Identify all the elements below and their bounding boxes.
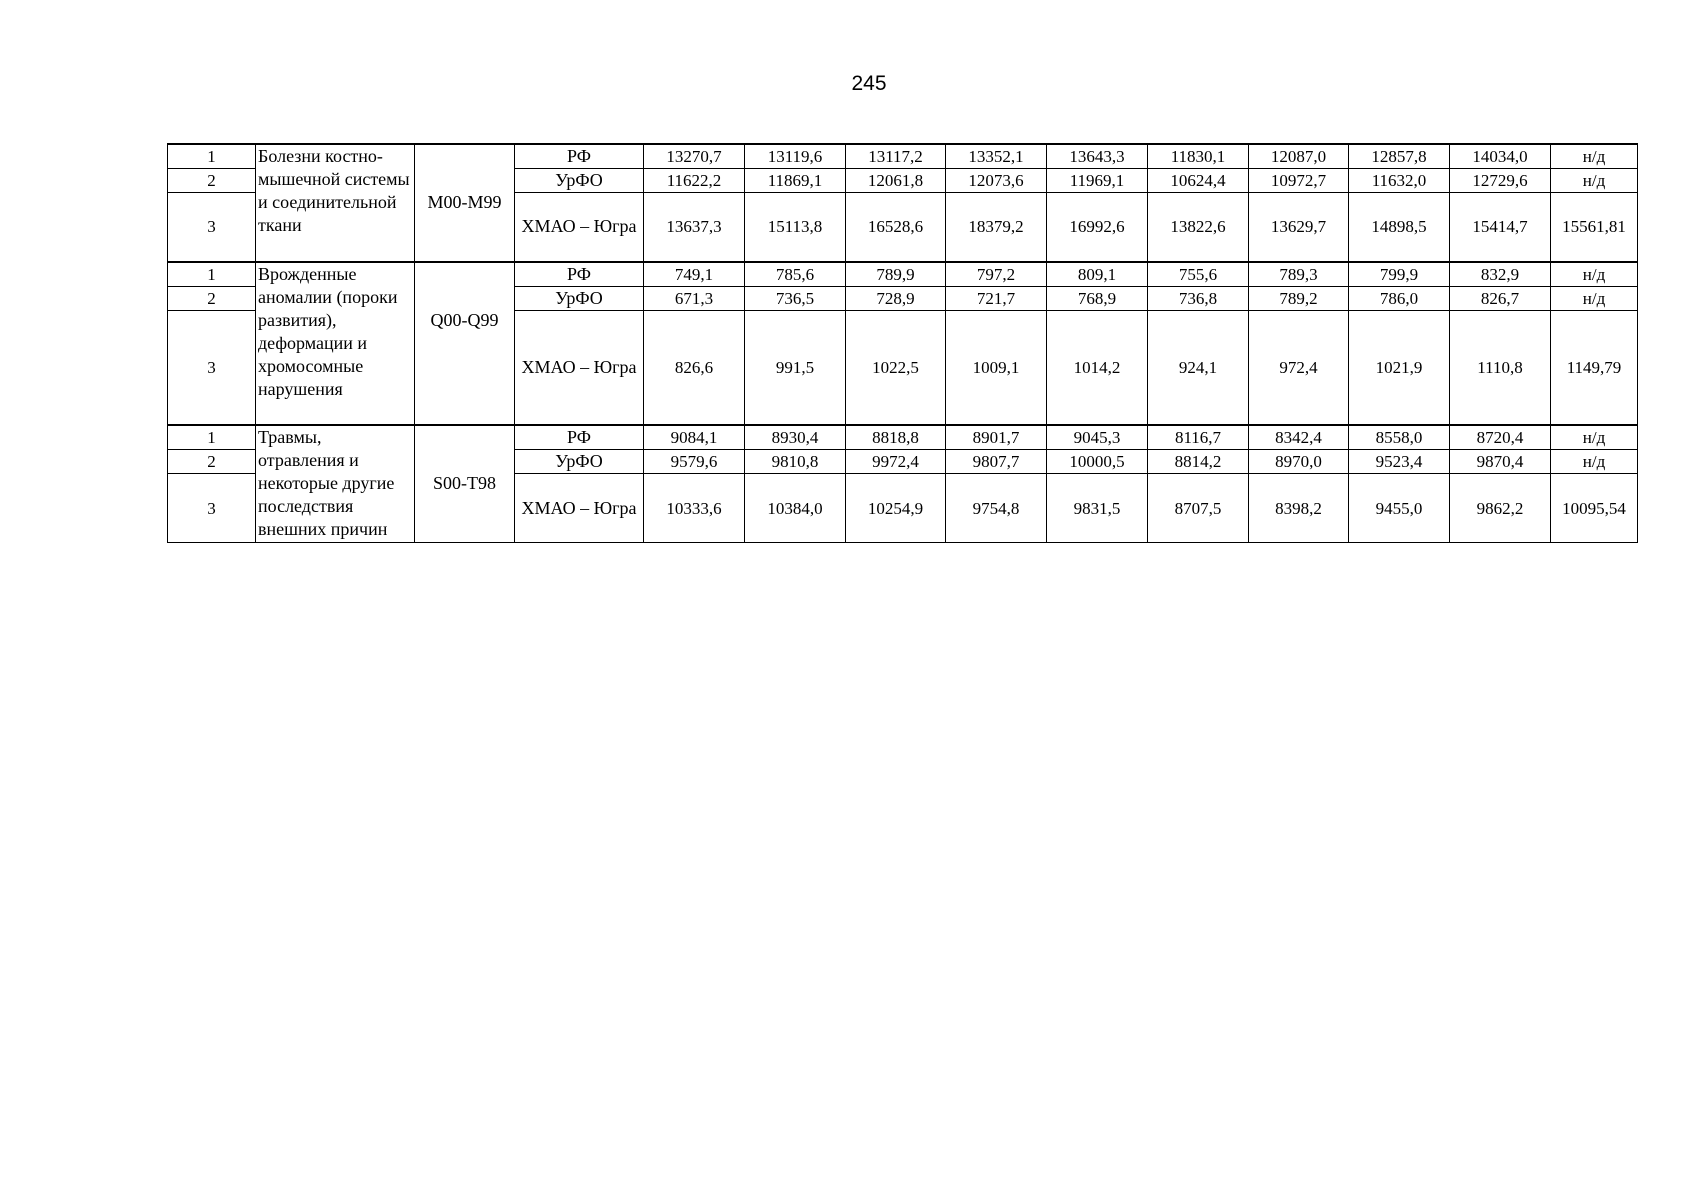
region-cell: РФ [515,425,644,450]
value-cell: 786,0 [1349,286,1450,310]
value-cell: 8707,5 [1148,474,1249,543]
value-cell: н/д [1551,450,1638,474]
value-cell: 789,2 [1249,286,1349,310]
value-cell: 11830,1 [1148,144,1249,169]
value-cell: 9807,7 [946,450,1047,474]
value-cell: 10000,5 [1047,450,1148,474]
value-cell: 15113,8 [745,193,846,262]
value-cell: н/д [1551,286,1638,310]
value-cell: 721,7 [946,286,1047,310]
value-cell: 10624,4 [1148,169,1249,193]
value-cell: 12857,8 [1349,144,1450,169]
value-cell: 13637,3 [644,193,745,262]
value-cell: 1021,9 [1349,310,1450,425]
value-cell: 10972,7 [1249,169,1349,193]
row-number-cell: 1 [168,144,256,169]
value-cell: 13117,2 [846,144,946,169]
value-cell: 797,2 [946,262,1047,287]
value-cell: 15561,81 [1551,193,1638,262]
value-cell: 8818,8 [846,425,946,450]
row-number-cell: 3 [168,310,256,425]
value-cell: н/д [1551,169,1638,193]
value-cell: 13629,7 [1249,193,1349,262]
value-cell: 755,6 [1148,262,1249,287]
region-cell: ХМАО – Югра [515,310,644,425]
value-cell: 785,6 [745,262,846,287]
table-row [168,425,1638,450]
value-cell: 832,9 [1450,262,1551,287]
disease-class-cell: Врожденные аномалии (пороки развития), деформации и хромосомные нарушения [256,262,415,426]
value-cell: 16528,6 [846,193,946,262]
value-cell: 1149,79 [1551,310,1638,425]
value-cell: н/д [1551,262,1638,287]
value-cell: 749,1 [644,262,745,287]
value-cell: 9870,4 [1450,450,1551,474]
value-cell: 14898,5 [1349,193,1450,262]
row-number-cell: 2 [168,450,256,474]
value-cell: 13822,6 [1148,193,1249,262]
value-cell: 12073,6 [946,169,1047,193]
value-cell: 9754,8 [946,474,1047,543]
value-cell: 789,3 [1249,262,1349,287]
value-cell: 9810,8 [745,450,846,474]
value-cell: 8970,0 [1249,450,1349,474]
icd-code-cell: S00-T98 [415,425,515,543]
value-cell: 12061,8 [846,169,946,193]
region-cell: УрФО [515,169,644,193]
row-number-cell: 2 [168,286,256,310]
value-cell: 1014,2 [1047,310,1148,425]
value-cell: 1110,8 [1450,310,1551,425]
value-cell: 10384,0 [745,474,846,543]
value-cell: 826,6 [644,310,745,425]
value-cell: 8814,2 [1148,450,1249,474]
disease-class-cell: Травмы, отравления и некоторые другие последствия внешних причин [256,425,415,543]
table-body [168,144,1638,543]
morbidity-table [167,143,1638,543]
table-row [168,144,1638,169]
value-cell: 9579,6 [644,450,745,474]
region-cell: ХМАО – Югра [515,474,644,543]
row-number-cell: 3 [168,193,256,262]
region-cell: УрФО [515,450,644,474]
value-cell: 13352,1 [946,144,1047,169]
value-cell: 9972,4 [846,450,946,474]
value-cell: 16992,6 [1047,193,1148,262]
value-cell: 12729,6 [1450,169,1551,193]
row-number-cell: 2 [168,169,256,193]
value-cell: 671,3 [644,286,745,310]
value-cell: 768,9 [1047,286,1148,310]
value-cell: 789,9 [846,262,946,287]
value-cell: 11622,2 [644,169,745,193]
disease-class-cell: Болезни костно-мышечной системы и соединительной ткани [256,144,415,262]
value-cell: 728,9 [846,286,946,310]
value-cell: 809,1 [1047,262,1148,287]
region-cell: РФ [515,262,644,287]
icd-code-cell: Q00-Q99 [415,262,515,426]
value-cell: 1022,5 [846,310,946,425]
value-cell: н/д [1551,144,1638,169]
value-cell: 1009,1 [946,310,1047,425]
value-cell: 9045,3 [1047,425,1148,450]
page-number: 245 [851,72,887,95]
value-cell: 13643,3 [1047,144,1148,169]
value-cell: 924,1 [1148,310,1249,425]
value-cell: 9084,1 [644,425,745,450]
value-cell: 11632,0 [1349,169,1450,193]
value-cell: 10095,54 [1551,474,1638,543]
icd-code-cell: M00-M99 [415,144,515,262]
value-cell: 18379,2 [946,193,1047,262]
value-cell: 10333,6 [644,474,745,543]
table-row [168,262,1638,287]
value-cell: 9523,4 [1349,450,1450,474]
value-cell: 8342,4 [1249,425,1349,450]
region-cell: УрФО [515,286,644,310]
row-number-cell: 1 [168,425,256,450]
value-cell: 13270,7 [644,144,745,169]
value-cell: 972,4 [1249,310,1349,425]
row-number-cell: 1 [168,262,256,287]
region-cell: ХМАО – Югра [515,193,644,262]
value-cell: 8558,0 [1349,425,1450,450]
value-cell: н/д [1551,425,1638,450]
value-cell: 991,5 [745,310,846,425]
value-cell: 15414,7 [1450,193,1551,262]
value-cell: 736,5 [745,286,846,310]
value-cell: 8930,4 [745,425,846,450]
value-cell: 826,7 [1450,286,1551,310]
value-cell: 799,9 [1349,262,1450,287]
value-cell: 8901,7 [946,425,1047,450]
value-cell: 9862,2 [1450,474,1551,543]
value-cell: 10254,9 [846,474,946,543]
value-cell: 8398,2 [1249,474,1349,543]
value-cell: 11969,1 [1047,169,1148,193]
row-number-cell: 3 [168,474,256,543]
value-cell: 11869,1 [745,169,846,193]
value-cell: 736,8 [1148,286,1249,310]
value-cell: 13119,6 [745,144,846,169]
value-cell: 9455,0 [1349,474,1450,543]
value-cell: 12087,0 [1249,144,1349,169]
value-cell: 8720,4 [1450,425,1551,450]
region-cell: РФ [515,144,644,169]
value-cell: 8116,7 [1148,425,1249,450]
value-cell: 14034,0 [1450,144,1551,169]
value-cell: 9831,5 [1047,474,1148,543]
